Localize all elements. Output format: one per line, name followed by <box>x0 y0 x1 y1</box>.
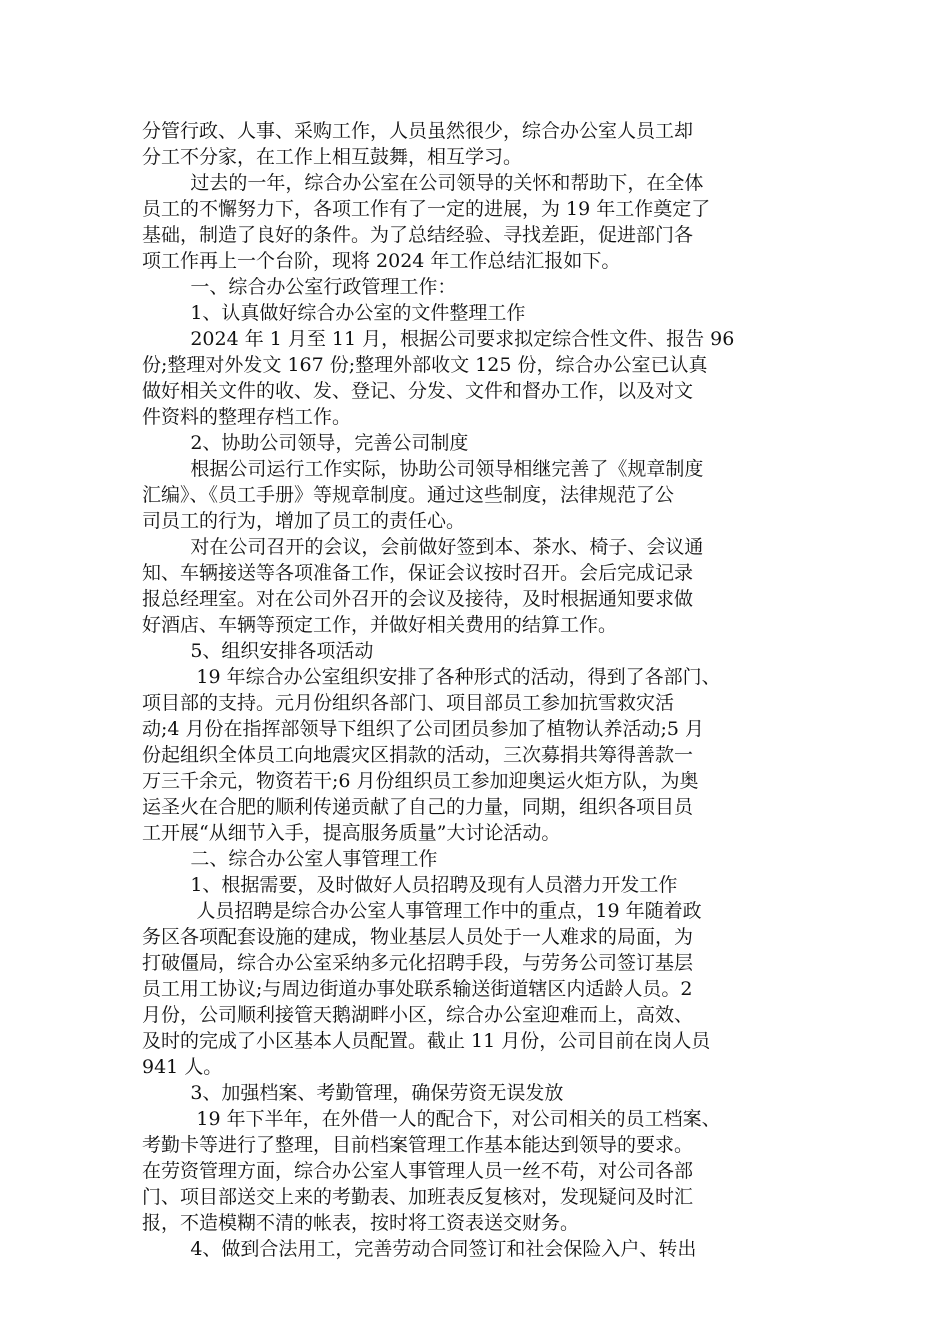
text-line: 报总经理室。对在公司外召开的会议及接待，及时根据通知要求做 <box>142 588 694 610</box>
section-heading: 二、综合办公室人事管理工作 <box>142 848 438 870</box>
subsection-heading: 5、组织安排各项活动 <box>142 640 374 662</box>
text-line: 报，不造模糊不清的帐表，按时将工资表送交财务。 <box>142 1212 580 1234</box>
text-line: 人员招聘是综合办公室人事管理工作中的重点，19 年随着政 <box>142 900 702 922</box>
text-line: 分管行政、人事、采购工作，人员虽然很少，综合办公室人员工却 <box>142 120 694 142</box>
text-line: 根据公司运行工作实际，协助公司领导相继完善了《规章制度 <box>142 458 704 480</box>
text-line: 工开展“从细节入手，提高服务质量”大讨论活动。 <box>142 822 561 844</box>
text-line: 在劳资管理方面，综合办公室人事管理人员一丝不苟，对公司各部 <box>142 1160 694 1182</box>
text-line: 对在公司召开的会议，会前做好签到本、茶水、椅子、会议通 <box>142 536 704 558</box>
section-heading: 一、综合办公室行政管理工作： <box>142 276 457 298</box>
subsection-heading: 1、认真做好综合办公室的文件整理工作 <box>142 302 526 324</box>
text-line: 考勤卡等进行了整理，目前档案管理工作基本能达到领导的要求。 <box>142 1134 694 1156</box>
text-line: 员工用工协议;与周边街道办事处联系输送街道辖区内适龄人员。2 <box>142 978 693 1000</box>
text-line: 19 年下半年，在外借一人的配合下，对公司相关的员工档案、 <box>142 1108 721 1130</box>
text-line: 份起组织全体员工向地震灾区捐款的活动，三次募捐共筹得善款一 <box>142 744 694 766</box>
text-line: 分工不分家，在工作上相互鼓舞，相互学习。 <box>142 146 523 168</box>
subsection-heading: 2、协助公司领导，完善公司制度 <box>142 432 469 454</box>
text-line: 过去的一年，综合办公室在公司领导的关怀和帮助下，在全体 <box>142 172 704 194</box>
text-line: 及时的完成了小区基本人员配置。截止 11 月份，公司目前在岗人员 <box>142 1030 711 1052</box>
text-line: 2024 年 1 月至 11 月，根据公司要求拟定综合性文件、报告 96 <box>142 328 735 350</box>
text-line: 动;4 月份在指挥部领导下组织了公司团员参加了植物认养活动;5 月 <box>142 718 705 740</box>
text-line: 运圣火在合肥的顺利传递贡献了自己的力量，同期，组织各项目员 <box>142 796 694 818</box>
text-line: 941 人。 <box>142 1056 223 1078</box>
text-line: 打破僵局，综合办公室采纳多元化招聘手段，与劳务公司签订基层 <box>142 952 694 974</box>
text-line: 汇编》、《员工手册》等规章制度。通过这些制度，法律规范了公 <box>142 484 675 506</box>
text-line: 司员工的行为，增加了员工的责任心。 <box>142 510 466 532</box>
text-line: 员工的不懈努力下，各项工作有了一定的进展，为 19 年工作奠定了 <box>142 198 711 220</box>
text-line: 门、项目部送交上来的考勤表、加班表反复核对，发现疑问及时汇 <box>142 1186 694 1208</box>
document-page <box>142 118 810 1262</box>
text-line: 月份，公司顺利接管天鹅湖畔小区，综合办公室迎难而上，高效、 <box>142 1004 694 1026</box>
subsection-heading: 4、做到合法用工，完善劳动合同签订和社会保险入户、转出 <box>142 1238 697 1260</box>
text-line: 做好相关文件的收、发、登记、分发、文件和督办工作，以及对文 <box>142 380 694 402</box>
text-line: 务区各项配套设施的建成，物业基层人员处于一人难求的局面，为 <box>142 926 694 948</box>
text-line: 知、车辆接送等各项准备工作，保证会议按时召开。会后完成记录 <box>142 562 694 584</box>
text-line: 件资料的整理存档工作。 <box>142 406 352 428</box>
text-line: 万三千余元，物资若干;6 月份组织员工参加迎奥运火炬方队，为奥 <box>142 770 699 792</box>
text-line: 项目部的支持。元月份组织各部门、项目部员工参加抗雪救灾活 <box>142 692 675 714</box>
text-line: 19 年综合办公室组织安排了各种形式的活动，得到了各部门、 <box>142 666 721 688</box>
text-line: 基础，制造了良好的条件。为了总结经验、寻找差距，促进部门各 <box>142 224 694 246</box>
text-line: 份;整理对外发文 167 份;整理外部收文 125 份，综合办公室已认真 <box>142 354 708 376</box>
subsection-heading: 1、根据需要，及时做好人员招聘及现有人员潜力开发工作 <box>142 874 678 896</box>
subsection-heading: 3、加强档案、考勤管理，确保劳资无误发放 <box>142 1082 564 1104</box>
text-line: 好酒店、车辆等预定工作，并做好相关费用的结算工作。 <box>142 614 618 636</box>
text-line: 项工作再上一个台阶，现将 2024 年工作总结汇报如下。 <box>142 250 621 272</box>
